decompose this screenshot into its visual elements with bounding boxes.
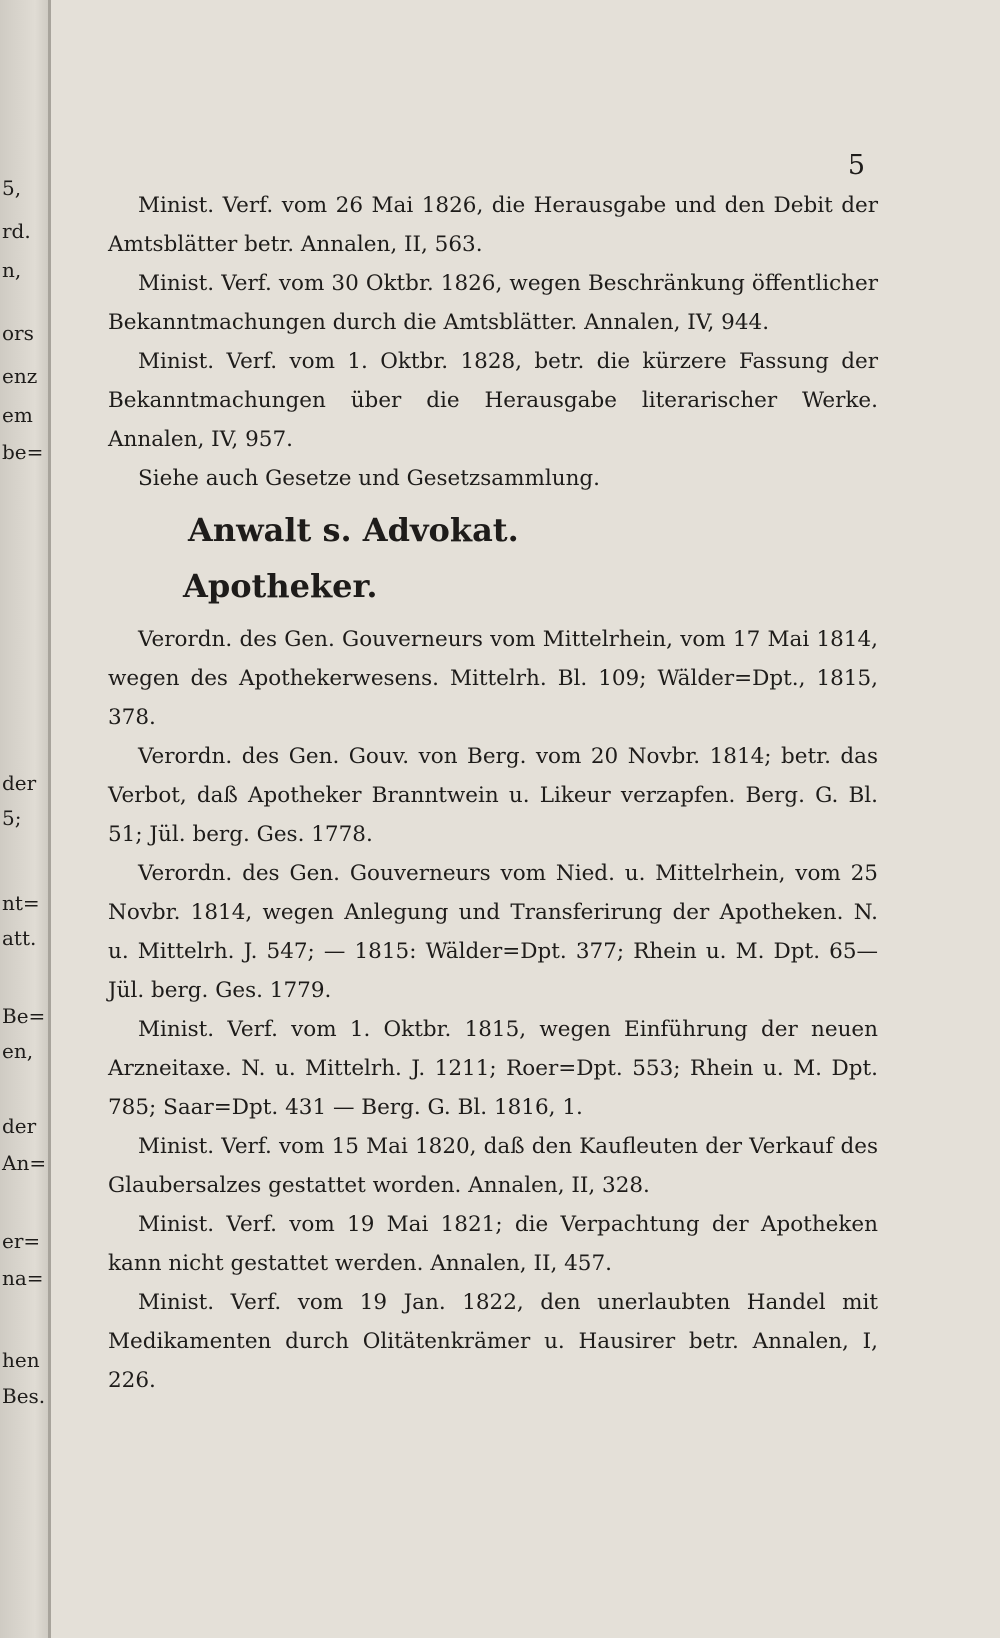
fragment: en, xyxy=(2,1039,34,1063)
fragment: enz xyxy=(2,364,38,388)
fragment: att. xyxy=(2,926,37,950)
fragment: rd. xyxy=(2,219,31,243)
fragment: Bes. xyxy=(2,1384,46,1408)
fragment: er= xyxy=(2,1229,41,1253)
entry: Minist. Verf. vom 26 Mai 1826, die Herausgabe und den Debit der Amtsblätter betr. Annalen, II, 563. xyxy=(108,193,878,257)
fragment: Be= xyxy=(2,1004,46,1028)
entry: Minist. Verf. vom 15 Mai 1820, daß den Kaufleuten der Verkauf des Glaubersalzes gestattet worden. Annalen, II, 328. xyxy=(108,1134,878,1198)
fragment: n, xyxy=(2,258,22,282)
fragment: An= xyxy=(2,1151,47,1175)
page-number: 5 xyxy=(847,150,865,181)
fragment: hen xyxy=(2,1348,40,1372)
entry: Minist. Verf. vom 30 Oktbr. 1826, wegen Beschränkung öffentlicher Bekanntmachungen durch die Amtsblätter. Annalen, IV, 944. xyxy=(108,271,878,335)
fragment: em xyxy=(2,403,33,427)
entry: Minist. Verf. vom 19 Mai 1821; die Verpachtung der Apotheken kann nicht gestattet werden. Annalen, II, 457. xyxy=(108,1212,878,1276)
binding-line xyxy=(48,0,51,1638)
entry: Minist. Verf. vom 1. Oktbr. 1815, wegen Einführung der neuen Arzneitaxe. N. u. Mittelrh. J. 1211; Roer=Dpt. 553; Rhein u. M. Dpt. 785; Saar=Dpt. 431 — Berg. G. Bl. 1816, 1. xyxy=(108,1017,878,1120)
fragment: ors xyxy=(2,321,34,345)
fragment: 5; xyxy=(2,806,22,830)
entry: Siehe auch Gesetze und Gesetzsammlung. xyxy=(138,466,601,491)
entry: Minist. Verf. vom 19 Jan. 1822, den unerlaubten Handel mit Medikamenten durch Olitätenkrämer u. Hausirer betr. Annalen, I, 226. xyxy=(108,1290,878,1393)
entry: Verordn. des Gen. Gouv. von Berg. vom 20 Novbr. 1814; betr. das Verbot, daß Apotheker Branntwein u. Likeur verzapfen. Berg. G. Bl. 51; Jül. berg. Ges. 1778. xyxy=(108,744,878,847)
fragment: der xyxy=(2,1114,37,1138)
page-content xyxy=(108,186,878,1400)
fragment: na= xyxy=(2,1266,44,1290)
entry: Verordn. des Gen. Gouverneurs vom Nied. u. Mittelrhein, vom 25 Novbr. 1814, wegen Anlegung und Transferirung der Apotheken. N. u. Mittelrh. J. 547; — 1815: Wälder=Dpt. 377; Rhein u. M. Dpt. 65— Jül. berg. Ges. 1779. xyxy=(108,861,878,1003)
fragment: der xyxy=(2,771,37,795)
heading-anwalt: Anwalt s. Advokat. xyxy=(188,511,519,549)
entry: Verordn. des Gen. Gouverneurs vom Mittelrhein, vom 17 Mai 1814, wegen des Apothekerwesens. Mittelrh. Bl. 109; Wälder=Dpt., 1815, 378. xyxy=(108,627,878,730)
fragment: nt= xyxy=(2,891,40,915)
fragment: be= xyxy=(2,440,44,464)
heading-apotheker: Apotheker. xyxy=(183,567,378,605)
fragment: 5, xyxy=(2,176,22,200)
entry: Minist. Verf. vom 1. Oktbr. 1828, betr. die kürzere Fassung der Bekanntmachungen über die Herausgabe literarischer Werke. Annalen, IV, 957. xyxy=(108,349,878,452)
